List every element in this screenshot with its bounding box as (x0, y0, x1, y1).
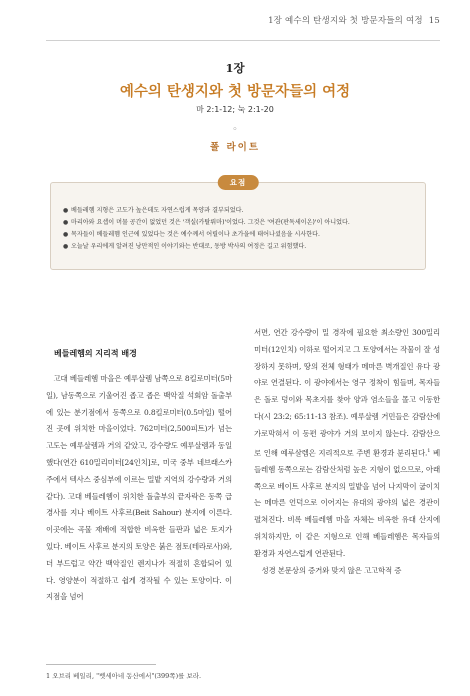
left-column-text: 고대 베들레헴 마을은 예루살렘 남쪽으로 8킬로미터(5마일), 남동쪽으로 기울어진 좁고 좁은 백악질 석회암 돌출부에 있는 분기점에서 동쪽으로 0.8킬로미터(0.5마일) 떨어진 곳에 위치한 마을이었다. 762미터(2,500피트)가 넘는 고도는 예루살렘과 거의 같았고, 강수량도 예루살렘과 동일했다(연간 610밀리미터[24인치]로, 미국 중부 네브래스카주에서 텍사스 중심부에 이르는 밀밭 지역의 강수량과 거의 같다). 고대 베들레헴이 위치한 돌출부의 끝자락은 동쪽 급경사를 지나 베이트 사후르(Beit Sahour) 분지에 이른다. 이곳에는 곡물 재배에 적합한 비옥한 들판과 넓은 토지가 있다. 베이트 사후르 분지의 토양은 붉은 점토(테라로사)와, 더 부드럽고 약간 백악질인 렌지나가 적절히 혼합되어 있다. 영양분이 적절하고 쉽게 경작될 수 있는 토양이다. 이 지점을 넘어 (46, 374, 232, 602)
bullet-icon: ● (63, 219, 69, 226)
summary-item: ● 베들레헴 지형은 고도가 높은데도 자연스럽게 목양과 결부되었다. (63, 205, 417, 217)
right-column-last-line: 성경 본문상의 증거와 맞지 않은 고고학적 증 (261, 565, 402, 575)
bullet-icon: ● (63, 231, 69, 238)
footnote-rule (46, 664, 156, 665)
right-column (254, 325, 440, 579)
summary-badge: 요점 (218, 175, 259, 190)
bullet-icon: ● (63, 243, 69, 250)
summary-item: ● 목자들이 베들레헴 인근에 있었다는 것은 예수께서 어릴이나 초가을에 태어나셨음을 시사한다. (63, 229, 417, 241)
left-column (46, 348, 232, 606)
footnote-marker[interactable]: 1 (427, 447, 431, 454)
section-heading: 베들레헴의 지리적 배경 (54, 348, 137, 358)
chapter-reference: 마 2:1-12; 눅 2:1-20 (196, 105, 274, 114)
chapter-title: 예수의 탄생지와 첫 방문자들의 여정 (119, 84, 351, 100)
summary-item: ● 오늘날 우리에게 알려진 낭만적인 이야기와는 반대로, 동방 박사의 여정은 길고 위험했다. (63, 241, 417, 253)
right-column-paragraph: 서면, 연간 강수량이 밀 경작에 필요한 최소량인 300밀리미터(12인치) 이하로 떨어지고 그 토양에서는 작물이 잘 성장하지 못하며, 땅의 전체 형태가 메마른 벽개질인 유다 광야로 연결된다. 이 광야에서는 영구 정착이 힘들며, 목자들은 돌로 덩이와 목초지를 찾아 양과 염소들을 몰고 이동한다(시 23:2; 65:11-13 참조). 예루살렘 거민들은 감람산에 가로막혀서 이 동편 광야가 거의 보이지 않는다. 감람산으로 인해 예루살렘은 지리적으로 주변 환경과 분리된다.$^1$ 베들레헴 동쪽으로는 감람산처럼 높은 지형이 없으므로, 아래쪽으로 베이트 사후르 분지의 밀밭을 넘어 나지막이 굽이치는 메마른 언덕으로 이어지는 유대의 광야의 넓은 경관이 펼쳐진다. 비록 베들레헴 마을 자체는 비옥한 유대 산지에 위치하지만, 이 같은 지형으로 인해 베들레헴은 목자들의 환경과 자연스럽게 연관된다. (254, 328, 441, 558)
author-ornament-icon: ◦ (232, 125, 238, 135)
chapter-label: 1장 (225, 61, 245, 75)
summary-box (50, 178, 426, 270)
footnote: 1 오브리 베일리, "벳세아네 동산에서"(399쪽)를 보라. (46, 672, 202, 680)
running-header-text: 1장 예수의 탄생지와 첫 방문자들의 여정 (268, 16, 423, 26)
header-rule (46, 40, 440, 41)
running-header (268, 14, 440, 26)
summary-item: ● 마리아와 요셉이 머물 공간이 없었던 것은 '객실(카탈뤼마)'이었다. 그것은 '여관(판독세이온)'이 아니었다. (63, 217, 417, 229)
bullet-icon: ● (63, 207, 69, 214)
page-number: 15 (428, 16, 440, 26)
summary-list (51, 183, 425, 253)
chapter-author: 폴 라이트 (209, 142, 260, 153)
